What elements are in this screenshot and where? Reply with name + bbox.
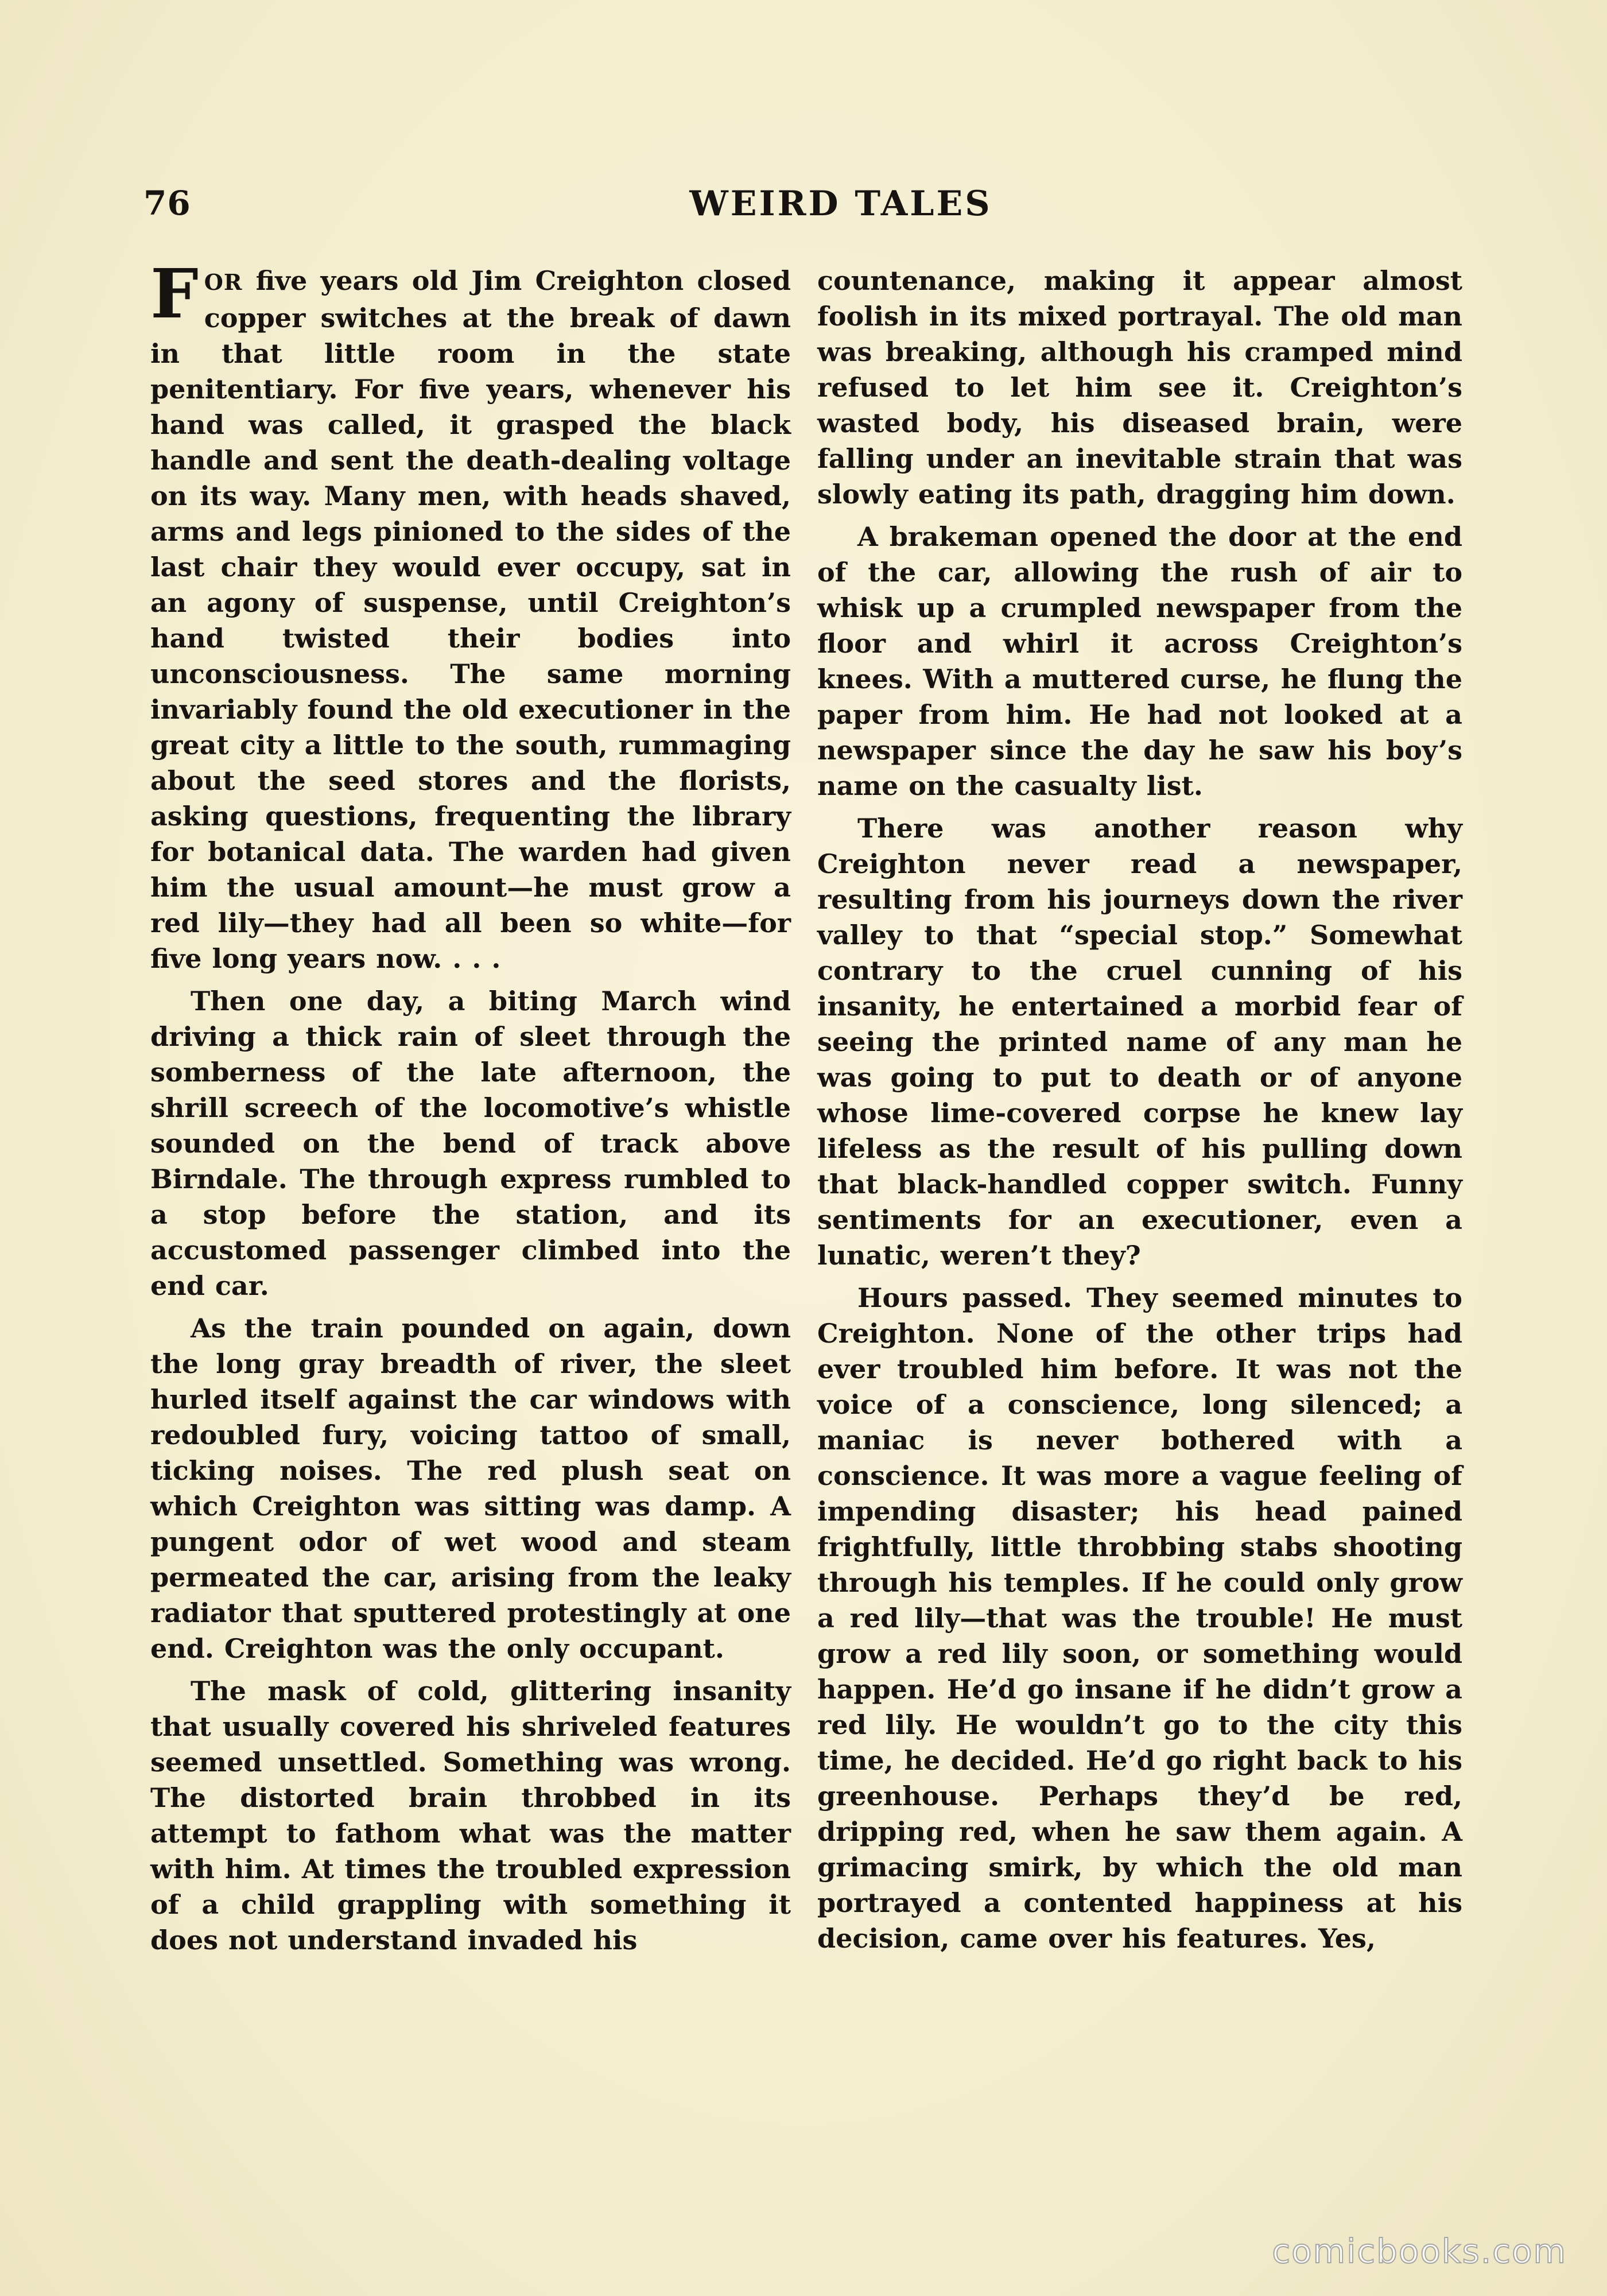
- opening-word-rest: OR: [204, 269, 243, 295]
- page-header: [143, 184, 1464, 235]
- running-title: WEIRD TALES: [689, 184, 992, 224]
- paragraph-6: A brakeman opened the door at the end of the car, allowing the rush of air to whisk up a crumpled newspaper from the floor and whirl it across Creighton’s knees. With a muttered curse, he flung the paper from him. He had not looked at a newspaper since the day he saw his boy’s name on the casualty list.: [817, 521, 1462, 801]
- drop-cap: F: [150, 254, 199, 333]
- watermark-logo: comicbooks.com: [1272, 2232, 1567, 2271]
- right-column: [817, 263, 1462, 1963]
- left-column: [150, 254, 791, 1965]
- page-number: 76: [143, 184, 191, 223]
- paragraph-7: There was another reason why Creighton never read a newspaper, resulting from his journeys down the river valley to that “special stop.” Somewhat contrary to the cruel cunning of his insanity, he entertained a morbid fear of seeing the printed name of any man he was going to put to death or of anyone whose lime-covered corpse he knew lay lifeless as the result of his pulling down that black-handled copper switch. Funny sentiments for an executioner, even a lunatic, weren’t they?: [817, 813, 1462, 1271]
- paragraph-2: Then one day, a biting March wind driving a thick rain of sleet through the somberness of the late afternoon, the shrill screech of the locomotive’s whistle sounded on the bend of track above Birndale. The through express rumbled to a stop before the station, and its accustomed passenger climbed into the end car.: [150, 986, 791, 1301]
- paragraph-1: [150, 254, 791, 976]
- paragraph-3: As the train pounded on again, down the long gray breadth of river, the sleet hurled itself against the car windows with redoubled fury, voicing tattoo of small, ticking noises. The red plush seat on which Creighton was sitting was damp. A pungent odor of wet wood and steam permeated the car, arising from the leaky radiator that sputtered protestingly at one end. Creighton was the only occupant.: [150, 1313, 791, 1664]
- paragraph-8: Hours passed. They seemed minutes to Creighton. None of the other trips had ever troubled him before. It was not the voice of a conscience, long silenced; a maniac is never bothered with a conscience. It was more a vague feeling of impending disaster; his head pained frightfully, little throbbing stabs shooting through his temples. If he could only grow a red lily—that was the trouble! He must grow a red lily soon, or something would happen. He’d go insane if he didn’t grow a red lily. He wouldn’t go to the city this time, he decided. He’d go right back to his greenhouse. Perhaps they’d be red, dripping red, when he saw them again. A grimacing smirk, by which the old man portrayed a contented happiness at his decision, came over his features. Yes,: [817, 1282, 1462, 1954]
- paragraph-1-text: five years old Jim Creighton closed copper switches at the break of dawn in that little room in the state penitentiary. For five years, whenever his hand was called, it grasped the black handle and sent the death-dealing voltage on its way. Many men, with heads shaved, arms and legs pinioned to the sides of the last chair they would ever occupy, sat in an agony of suspense, until Creighton’s hand twisted their bodies into unconsciousness. The same morning invariably found the old executioner in the great city a little to the south, rummaging about the seed stores and the florists, asking questions, frequenting the library for botanical data. The warden had given him the usual amount—he must grow a red lily—they had all been so white—for five long years now. . . .: [150, 265, 791, 974]
- paragraph-5: countenance, making it appear almost foolish in its mixed portrayal. The old man was breaking, although his cramped mind refused to let him see it. Creighton’s wasted body, his diseased brain, were falling under an inevitable strain that was slowly eating its path, dragging him down.: [817, 265, 1462, 510]
- paragraph-4: The mask of cold, glittering insanity that usually covered his shriveled features seemed unsettled. Something was wrong. The distorted brain throbbed in its attempt to fathom what was the matter with him. At times the troubled expression of a child grappling with something it does not understand invaded his: [150, 1676, 791, 1956]
